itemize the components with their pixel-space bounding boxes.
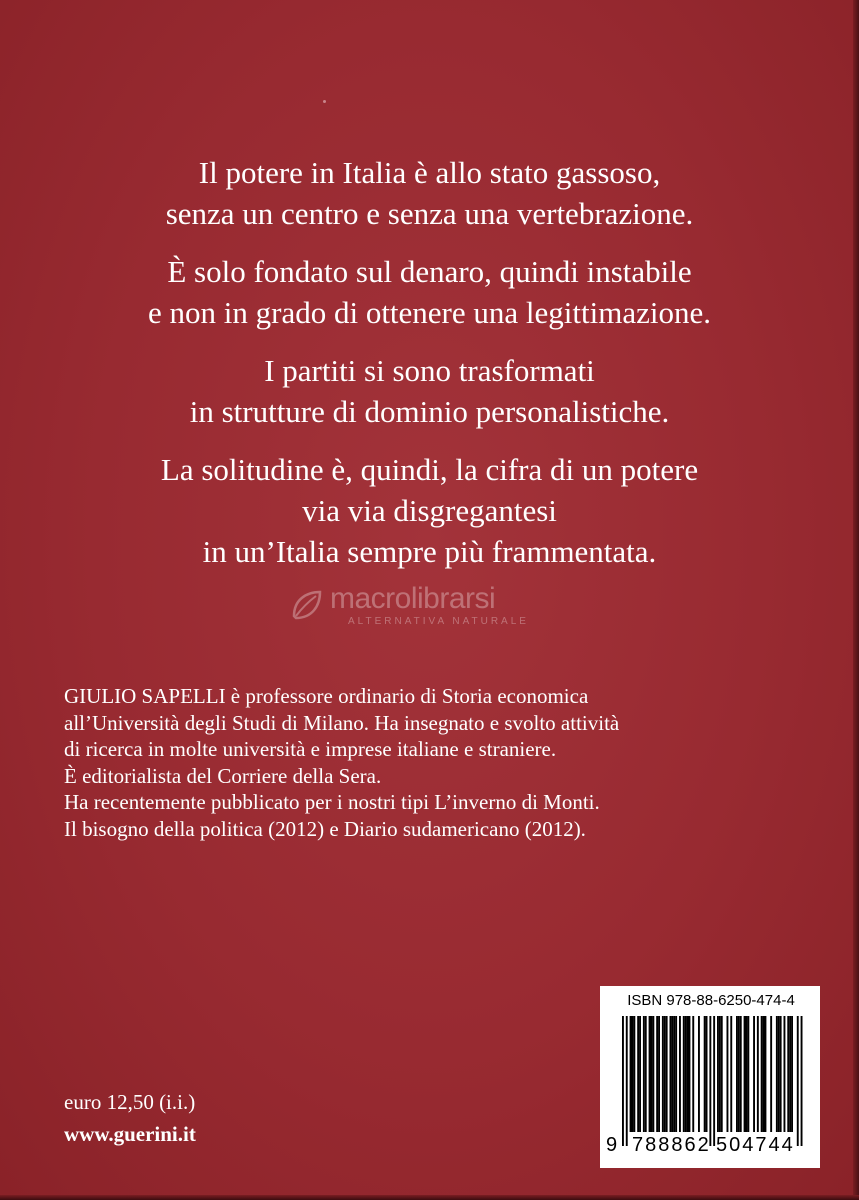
price: euro 12,50 (i.i.) <box>64 1090 196 1114</box>
blurb-paragraph-2 <box>0 251 859 333</box>
leaf-logo-icon <box>286 586 326 626</box>
barcode-bar <box>664 1016 666 1132</box>
bio-line: È editorialista del Corriere della Sera. <box>64 763 382 788</box>
barcode-bar <box>637 1016 639 1132</box>
watermark-name: macrolibrarsi <box>330 582 496 615</box>
barcode-bar <box>747 1016 749 1132</box>
barcode-bar <box>662 1016 664 1132</box>
barcode-bar <box>704 1016 706 1132</box>
bio-line: Ha recentemente pubblicato per i nostri tipi L’inverno di Monti. <box>64 790 600 814</box>
barcode-bar <box>770 1016 772 1132</box>
blurb-line: Il potere in Italia è allo stato gassoso, <box>198 155 661 190</box>
barcode-digits <box>600 1134 820 1160</box>
blurb-quote <box>0 152 859 589</box>
barcode-bar <box>706 1016 708 1132</box>
blurb-line: È solo fondato sul denaro, quindi instabile <box>167 254 692 289</box>
barcode-bar <box>721 1016 723 1132</box>
barcode-bar <box>730 1016 732 1132</box>
barcode-bar <box>765 1016 767 1132</box>
watermark <box>286 582 586 632</box>
barcode-bar <box>652 1016 654 1132</box>
blurb-line: in strutture di dominio personalistiche. <box>189 394 670 429</box>
barcode-bar <box>780 1016 782 1132</box>
barcode-bar <box>763 1016 765 1132</box>
barcode-digit-first: 9 <box>606 1134 618 1156</box>
barcode-bar <box>740 1016 742 1132</box>
barcode-bar <box>683 1016 685 1132</box>
barcode-bar <box>761 1016 763 1132</box>
barcode-bar <box>698 1016 700 1132</box>
isbn-barcode <box>600 986 820 1168</box>
author-bio <box>64 683 804 842</box>
barcode-bar <box>791 1016 793 1132</box>
barcode-bar <box>776 1016 778 1132</box>
blurb-paragraph-1 <box>0 152 859 234</box>
blurb-line: via via disgregantesi <box>302 493 557 528</box>
blurb-line: in un’Italia sempre più frammentata. <box>202 534 657 569</box>
barcode-bar <box>717 1016 719 1132</box>
publisher-website: www.guerini.it <box>64 1122 196 1146</box>
barcode-bar <box>727 1016 729 1132</box>
barcode-bar <box>738 1016 740 1132</box>
barcode-bar <box>692 1016 694 1132</box>
barcode-bar <box>671 1016 673 1132</box>
barcode-digits-right: 504744 <box>716 1134 795 1156</box>
barcode-digits-left: 788862 <box>632 1134 711 1156</box>
barcode-bar <box>801 1016 803 1146</box>
barcode-bar <box>736 1016 738 1132</box>
barcode-bar <box>689 1016 691 1132</box>
barcode-bar <box>626 1016 628 1146</box>
bio-line: Il bisogno della politica (2012) e Diario sudamericano (2012). <box>64 816 586 841</box>
barcode-bar <box>687 1016 689 1132</box>
barcode-bar <box>713 1016 715 1146</box>
barcode-bar <box>746 1016 748 1132</box>
barcode-bar <box>797 1016 799 1146</box>
barcode-bar <box>789 1016 791 1132</box>
bio-line: di ricerca in molte università e imprese italiane e straniere. <box>64 737 557 761</box>
barcode-bar <box>685 1016 687 1132</box>
barcode-bar <box>744 1016 746 1132</box>
barcode-bar <box>658 1016 660 1132</box>
barcode-bar <box>787 1016 789 1132</box>
barcode-bar <box>656 1016 658 1132</box>
bio-line: all’Università degli Studi di Milano. Ha insegnato e svolto attività <box>64 710 620 735</box>
barcode-bar <box>633 1016 635 1132</box>
barcode-bar <box>643 1016 645 1132</box>
blurb-paragraph-4 <box>0 449 859 572</box>
barcode-bar <box>651 1016 653 1132</box>
blurb-line: senza un centro e senza una vertebrazione. <box>165 196 694 231</box>
barcode-bar <box>675 1016 677 1132</box>
blurb-line: e non in grado di ottenere una legittimazione. <box>148 295 711 330</box>
bio-line: GIULIO SAPELLI è professore ordinario di Storia economica <box>64 684 589 708</box>
barcode-bar <box>645 1016 647 1132</box>
barcode-bar <box>630 1016 632 1132</box>
barcode-bar <box>639 1016 641 1132</box>
barcode-bar <box>679 1016 681 1132</box>
barcode-bar <box>719 1016 721 1132</box>
barcode-bar <box>757 1016 759 1132</box>
barcode-bar <box>673 1016 675 1132</box>
barcode-bar <box>649 1016 651 1132</box>
book-edge-bottom <box>0 1195 859 1200</box>
barcode-bar <box>784 1016 786 1132</box>
barcode-bar <box>778 1016 780 1132</box>
blurb-line: I partiti si sono trasformati <box>264 353 595 388</box>
blurb-paragraph-3 <box>0 350 859 432</box>
barcode-bar <box>753 1016 755 1132</box>
barcode-bar <box>709 1016 711 1146</box>
speck <box>323 100 326 103</box>
barcode-bar <box>666 1016 668 1132</box>
barcode-bar <box>622 1016 624 1146</box>
barcode-bar <box>670 1016 672 1132</box>
barcode-bar <box>632 1016 634 1132</box>
isbn-label: ISBN 978-88-6250-474-4 <box>627 992 795 1009</box>
watermark-tagline: ALTERNATIVA NATURALE <box>348 616 529 627</box>
blurb-line: La solitudine è, quindi, la cifra di un potere <box>160 452 699 487</box>
